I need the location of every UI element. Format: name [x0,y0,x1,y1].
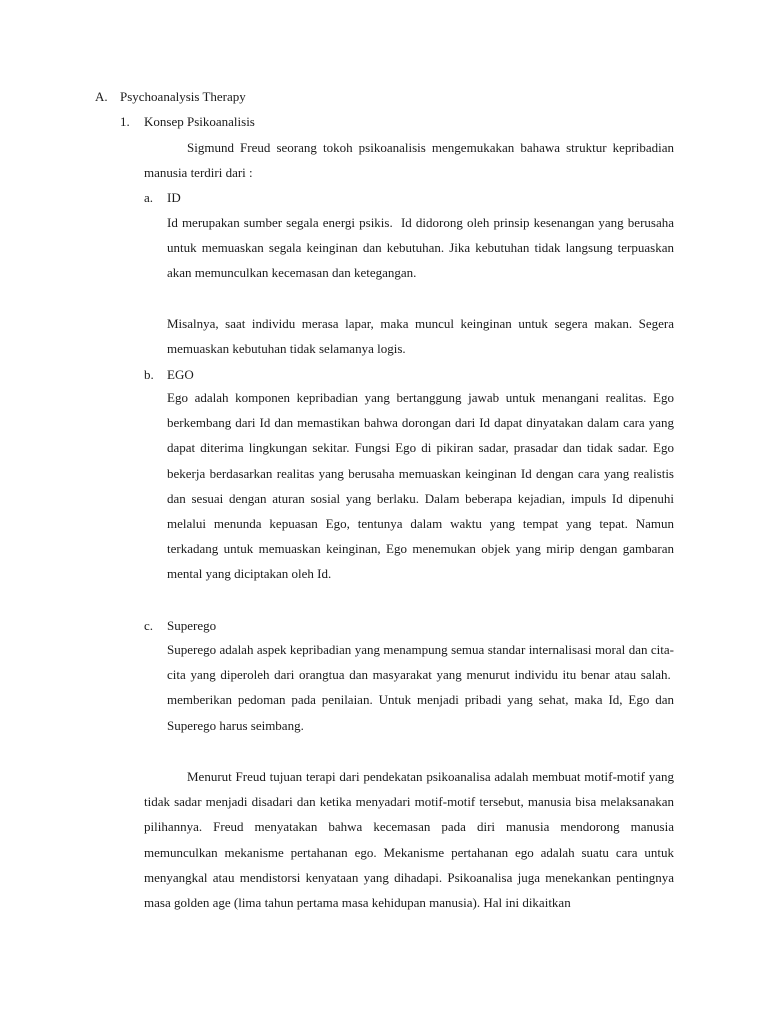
id-paragraph-2: Misalnya, saat individu merasa lapar, maka muncul keinginan untuk segera makan. Segera memuaskan kebutuhan tidak selamanya logis. [167,316,674,357]
heading-1-marker: 1. [120,114,130,129]
heading-a-marker: A. [95,89,108,104]
item-a-title: ID [167,190,181,205]
item-a-marker: a. [144,190,154,205]
item-b-title: EGO [167,367,194,382]
item-c-title: Superego [167,618,217,633]
item-c-marker: c. [144,618,154,633]
intro-paragraph: Sigmund Freud seorang tokoh psikoanalisis mengemukakan bahawa struktur kepribadian manusia terdiri dari : [144,140,674,181]
ego-paragraph: Ego adalah komponen kepribadian yang bertanggung jawab untuk menangani realitas. Ego berkembang dari Id dan memastikan bahwa dorongan dari Id dapat dinyatakan dalam cara yang dapat diterima lingkungan sekitar. Fungsi Ego di pikiran sadar, prasadar dan tidak sadar. Ego bekerja berdasarkan realitas yang berusaha memuaskan keinginan Id dengan cara yang realistis dan sesuai dengan aturan sosial yang berlaku. Dalam beberapa kejadian, impuls Id dipenuhi melalui menunda kepuasan Ego, tentunya dalam waktu yang tempat yang tepat. Namun terkadang untuk memuaskan keinginan, Ego menemukan objek yang mirip dengan gambaran mental yang diciptakan oleh Id. [167,390,674,582]
closing-paragraph: Menurut Freud tujuan terapi dari pendekatan psikoanalisa adalah membuat motif-motif yang tidak sadar menjadi disadari dan ketika menyadari motif-motif tersebut, manusia bisa melaksanakan pilihannya. Freud menyatakan bahwa kecemasan pada diri manusia mendorong manusia memunculkan mekanisme pertahanan ego. Mekanisme pertahanan ego adalah suatu cara untuk menyangkal atau mendistorsi kenyataan yang dihadapi. Psikoanalisa juga menekankan pentingnya masa golden age (lima tahun pertama masa kehidupan manusia). Hal ini dikaitkan [144,769,674,911]
superego-paragraph: Superego adalah aspek kepribadian yang menampung semua standar internalisasi moral dan cita-cita yang diperoleh dari orangtua dan masyarakat yang menurut individu itu benar atau salah. memberikan pedoman pada penilaian. Untuk menjadi pribadi yang sehat, maka Id, Ego dan Superego harus seimbang. [167,642,674,733]
section-heading: Psychoanalysis Therapy [120,89,246,104]
item-b-marker: b. [144,367,154,382]
subsection-heading: Konsep Psikoanalisis [144,114,255,129]
id-paragraph-1: Id merupakan sumber segala energi psikis. Id didorong oleh prinsip kesenangan yang berusaha untuk memuaskan segala keinginan dan kebutuhan. Jika kebutuhan tidak langsung terpuaskan akan memunculkan kecemasan dan ketegangan. [167,215,674,281]
